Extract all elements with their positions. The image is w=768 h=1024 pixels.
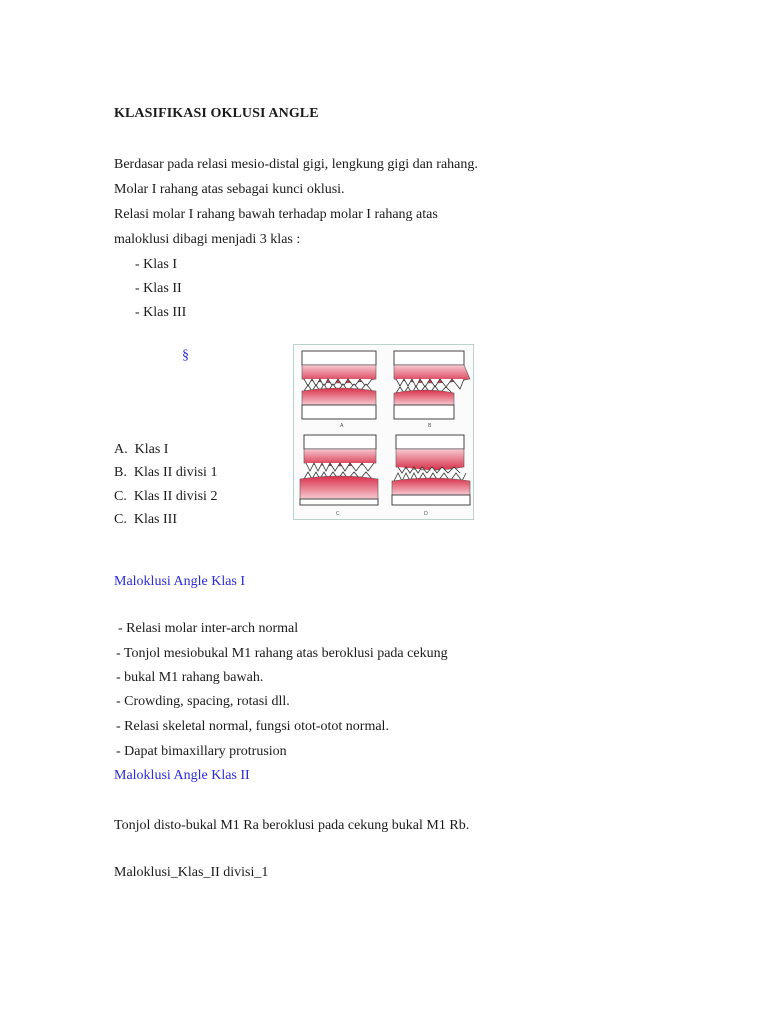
- section1-item: - Relasi molar inter-arch normal: [118, 621, 299, 636]
- legend-text: Klas I: [134, 442, 169, 457]
- panel-label-b: B: [428, 423, 432, 429]
- occlusion-classes-figure: [293, 344, 474, 520]
- section-heading-klas-2: Maloklusi Angle Klas II: [114, 768, 250, 783]
- legend-text: Klas II divisi 2: [133, 489, 218, 504]
- panel-label-c: C: [336, 511, 340, 517]
- intro-line-2: Molar I rahang atas sebagai kunci oklusi.: [114, 182, 345, 197]
- legend-text: Klas III: [133, 512, 177, 527]
- klas-list-item: - Klas I: [135, 257, 177, 272]
- section1-item: - Dapat bimaxillary protrusion: [116, 744, 287, 759]
- panel-label-a: A: [340, 423, 344, 429]
- section-heading-klas-1: Maloklusi Angle Klas I: [114, 574, 246, 589]
- legend-marker: C.: [114, 489, 127, 504]
- legend-marker: B.: [114, 465, 127, 480]
- document-title: KLASIFIKASI OKLUSI ANGLE: [114, 106, 319, 121]
- legend-marker: C.: [114, 512, 127, 527]
- panel-a-model: [302, 351, 376, 419]
- intro-line-1: Berdasar pada relasi mesio-distal gigi, lengkung gigi dan rahang.: [114, 157, 478, 172]
- section1-item: - Crowding, spacing, rotasi dll.: [116, 694, 290, 709]
- legend-item-a: [114, 441, 168, 459]
- legend-text: Klas II divisi 1: [133, 465, 218, 480]
- teeth-illustration: [294, 345, 473, 519]
- intro-line-3: Relasi molar I rahang bawah terhadap molar I rahang atas: [114, 207, 438, 222]
- section2-text: Tonjol disto-bukal M1 Ra beroklusi pada cekung bukal M1 Rb.: [114, 818, 470, 833]
- section1-item: - Tonjol mesiobukal M1 rahang atas beroklusi pada cekung: [116, 646, 448, 661]
- section2-subheading: Maloklusi_Klas_II divisi_1: [114, 865, 269, 880]
- section1-item: - bukal M1 rahang bawah.: [116, 670, 264, 685]
- bullet-symbol: §: [182, 348, 189, 363]
- section1-item: - Relasi skeletal normal, fungsi otot-otot normal.: [116, 719, 389, 734]
- intro-line-4: maloklusi dibagi menjadi 3 klas :: [114, 232, 301, 247]
- panel-label-d: D: [424, 511, 428, 517]
- legend-item-d: [114, 511, 177, 529]
- legend-item-b: [114, 464, 217, 482]
- legend-marker: A.: [114, 442, 128, 457]
- legend-item-c: [114, 488, 217, 506]
- panel-b-model: [394, 351, 470, 419]
- klas-list-item: - Klas II: [135, 281, 182, 296]
- klas-list-item: - Klas III: [135, 305, 187, 320]
- panel-c-model: [300, 435, 378, 505]
- panel-d-model: [392, 435, 470, 505]
